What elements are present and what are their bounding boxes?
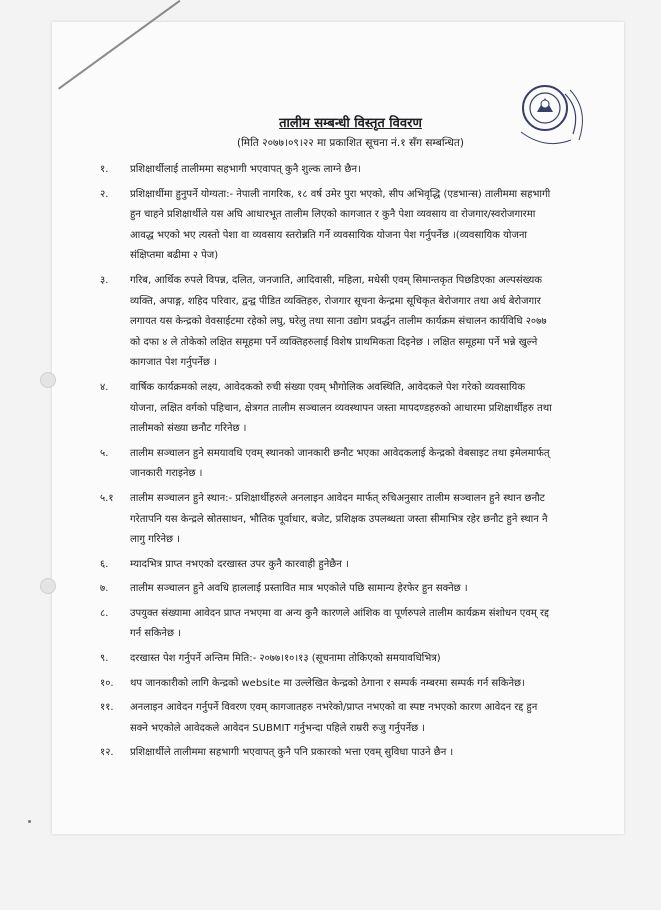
document-subtitle: (मिति २०७७।०९।२२ मा प्रकाशित सूचना नं.१ सँग सम्बन्धित) (236, 137, 465, 149)
document-title: तालीम सम्बन्धी विस्तृत विवरण (279, 116, 422, 131)
item-text: दरखास्त पेश गर्नुपर्ने अन्तिम मिति:- २०७७।१०।१३ (सूचनामा तोकिएको समयावधिभित्र) (130, 653, 441, 665)
list-item (100, 378, 555, 440)
item-text: प्रशिक्षार्थीले तालीममा सहभागी भएवापत् कुनै पनि प्रकारको भत्ता एवम् सुविधा पाउने छैन । (130, 747, 454, 759)
list-item (100, 579, 555, 600)
item-number: ११. (100, 702, 114, 714)
list-item (100, 489, 555, 551)
item-text: गरिब, आर्थिक रुपले विपन्न, दलित, जनजाति, आदिवासी, महिला, मधेसी एवम् सिमान्तकृत पिछडिएका अल्पसंख्यक व्यक्ति, अपाङ्ग, शहिद परिवार, द्वन्द्व पीडित व्यक्तिहरु, रोजगार सूचना केन्द्रमा सूचिकृत बेरोजगार तथा अर्ध बेरोजगार लगायत यस केन्द्रको वेवसाईटमा रहेको लघु, घरेलु तथा साना उद्योग प्रवर्द्धन तालीम कार्यक्रम संचालन कार्यविधि २०७७ को दफा ४ ले तोकेको लक्षित समूहमा पर्ने व्यक्तिहरुलाई विशेष प्राथमिकता दिइनेछ । लक्षित समूहमा पर्ने भन्ने खुल्ने कागजात पेश गर्नुपर्नेछ । (130, 274, 547, 369)
item-text: उपयुक्त संख्यामा आवेदन प्राप्त नभएमा वा अन्य कुनै कारणले आंशिक वा पूर्णरुपले तालीम कार्यक्रम संशोधन एवम् रद्द गर्न सकिनेछ । (130, 607, 549, 640)
requirements-list (100, 160, 555, 768)
item-number: ९. (100, 653, 109, 665)
item-number: ७. (100, 583, 109, 595)
item-number: १०. (100, 677, 114, 689)
item-text: तालीम सञ्चालन हुने अवधि हाललाई प्रस्तावित मात्र भएकोले पछि सामान्य हेरफेर हुन सक्नेछ । (130, 583, 468, 595)
punch-hole (40, 372, 56, 388)
list-item (100, 649, 555, 670)
list-item (100, 604, 555, 645)
speck (28, 820, 31, 823)
list-item (100, 271, 555, 374)
item-number: १२. (100, 747, 114, 759)
item-text: प्रशिक्षार्थीलाई तालीममा सहभागी भएवापत् कुनै शुल्क लाग्ने छैन। (130, 164, 361, 175)
list-item (100, 743, 555, 764)
item-text: अनलाइन आवेदन गर्नुपर्ने विवरण एवम् कागजातहरु नभरेको/प्राप्त नभएको वा स्पष्ट नभएको कारण आवेदन रद्द हुन सक्ने भएकोले आवेदकले आवेदन SUBMIT गर्नुभन्दा पहिले राम्ररी रुजु गर्नुपर्नेछ । (130, 702, 538, 734)
item-number: ३. (100, 274, 109, 286)
item-number: ६. (100, 558, 109, 570)
item-number: ४. (100, 381, 109, 393)
item-number: ५.१ (100, 492, 114, 504)
item-text: तालीम सञ्चालन हुने समयावधि एवम् स्थानको जानकारी छनौट भएका आवेदकलाई केन्द्रको वेबसाइट तथा इमेलमार्फत् जानकारी गराइनेछ । (130, 447, 550, 480)
list-item (100, 555, 555, 576)
item-text: वार्षिक कार्यक्रमको लक्ष्य, आवेदकको रुची संख्या एवम् भौगोलिक अवस्थिति, आवेदकले पेश गरेको व्यवसायिक योजना, लक्षित वर्गको पहिचान, क्षेत्रगत तालीम सञ्चालन व्यवस्थापन जस्ता मापदण्डहरुको आधारमा प्रशिक्षार्थीहरु तथा तालीमको संख्या छनौट गरिनेछ । (130, 381, 552, 435)
item-text: म्यादभित्र प्राप्त नभएको दरखास्त उपर कुनै कारवाही हुनेछैन । (130, 558, 349, 570)
item-number: ५. (100, 447, 109, 459)
item-text: तालीम सञ्चालन हुने स्थान:- प्रशिक्षार्थीहरुले अनलाइन आवेदन मार्फत् रुचिअनुसार तालीम सञ्चालन हुने स्थान छनौट गरेतापनि यस केन्द्रले स्रोतसाधन, भौतिक पूर्वाधार, बजेट, प्रशिक्षक उपलब्धता जस्ता सीमाभित्र रहेर छनौट हुने स्थान नै लागु गरिनेछ । (130, 492, 548, 546)
list-item (100, 674, 555, 695)
list-item (100, 185, 555, 267)
list-item (100, 444, 555, 485)
item-number: ८. (100, 607, 109, 619)
item-number: २. (100, 188, 109, 200)
punch-hole (40, 578, 56, 594)
list-item (100, 698, 555, 739)
item-number: १. (100, 164, 109, 175)
item-text: प्रशिक्षार्थीमा हुनुपर्ने योग्यता:- नेपाली नागरिक, १८ वर्ष उमेर पुरा भएको, सीप अभिवृद्धि (एडभान्स) तालीममा सहभागी हुन चाहने प्रशिक्षार्थीले यस अघि आधारभूत तालीम लिएको कागजात र कुनै पेशा व्यवसाय वा रोजगार/स्वरोजगारमा आवद्ध भएको भए त्यस्तो पेशा वा व्यवसाय स्तरोन्नति गर्ने व्यवसायिक योजना पेश गर्नुपर्नेछ ।(व्यवसायिक योजना संक्षिप्तमा बढीमा २ पेज) (130, 188, 551, 262)
list-item (100, 160, 555, 181)
item-text: थप जानकारीको लागि केन्द्रको website मा उल्लेखित केन्द्रको ठेगाना र सम्पर्क नम्बरमा सम्पर्क गर्न सकिनेछ। (130, 677, 525, 689)
